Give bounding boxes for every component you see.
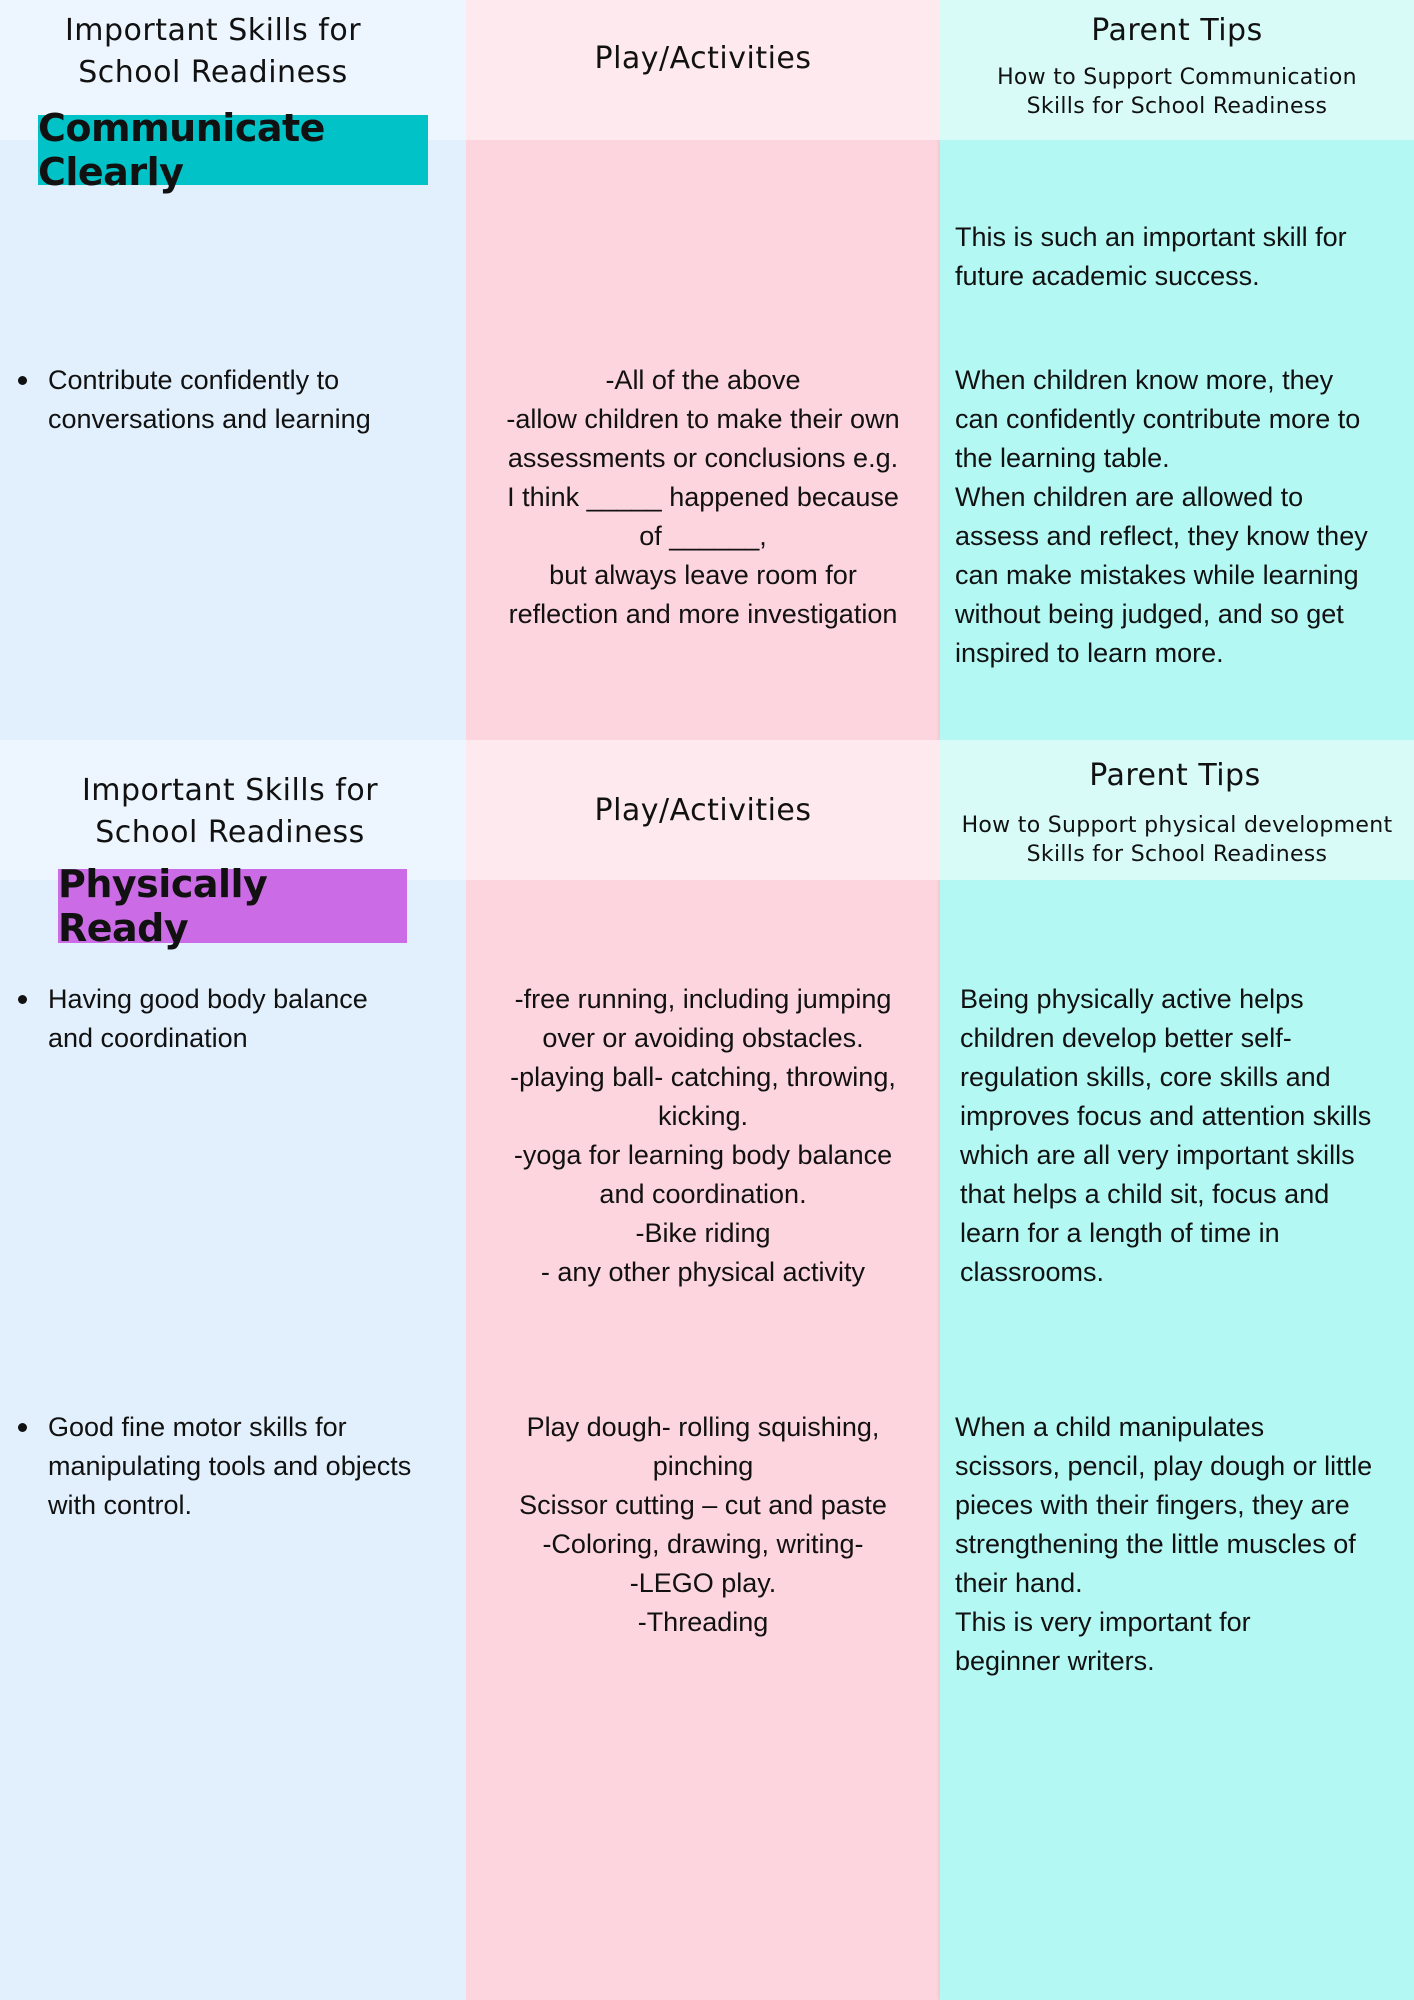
section2-activity-text-1: -free running, including jumping over or avoiding obstacles. -playing ball- catching, throwing, kicking. -yoga for learning body balance and coordination. -Bike riding - any other physical activity (510, 984, 896, 1287)
section1-tips-title: Parent Tips (1091, 13, 1263, 48)
section2-activity-text-2: Play dough- rolling squishing, pinching Scissor cutting – cut and paste -Coloring, drawing, writing- -LEGO play. -Threading (519, 1412, 887, 1637)
skill-text: Having good body balance and coordination (48, 984, 368, 1053)
bullet-icon (18, 995, 27, 1004)
section1-activities-title: Play/Activities (594, 41, 812, 76)
section1-tips-subtitle: How to Support Communication Skills for School Readiness (997, 65, 1357, 119)
section2-tips-title: Parent Tips (1089, 758, 1261, 793)
section2-tips-subtitle: How to Support physical development Skills for School Readiness (961, 813, 1393, 867)
skill-text: Contribute confidently to conversations and learning (48, 365, 371, 434)
physically-ready-badge: Physically Ready (58, 869, 407, 943)
section1-skill-item (18, 361, 458, 439)
skill-text: Good fine motor skills for manipulating tools and objects with control. (48, 1412, 412, 1520)
section2-tip-text-2: When a child manipulates scissors, pencil, play dough or little pieces with their fingers, they are strengthening the little muscles of their hand. This is very important for beginner writers. (955, 1412, 1373, 1676)
section1-tip-text: When children know more, they can confidently contribute more to the learning table. When children are allowed to assess and reflect, they know they can make mistakes while learning without being judged, and so get inspired to learn more. (955, 365, 1368, 668)
section1-intro-tip: This is such an important skill for future academic success. (955, 222, 1347, 291)
communicate-clearly-badge: Communicate Clearly (38, 115, 428, 185)
section2-skills-title: Important Skills for School Readiness (81, 773, 379, 850)
section2-skill-item-1 (18, 980, 458, 1058)
bullet-icon (18, 1423, 27, 1432)
section1-activity-text: -All of the above -allow children to make their own assessments or conclusions e.g. I think _____ happened because of ______, but always leave room for reflection and more investigation (506, 365, 900, 629)
section2-skill-item-2 (18, 1408, 458, 1525)
section2-tip-text-1: Being physically active helps children develop better self- regulation skills, core skills and improves focus and attention skills which are all very important skills that helps a child sit, focus and learn for a length of time in classrooms. (960, 984, 1372, 1287)
section1-skills-title: Important Skills for School Readiness (64, 13, 362, 90)
section2-activities-title: Play/Activities (594, 793, 812, 828)
bullet-icon (18, 376, 27, 385)
